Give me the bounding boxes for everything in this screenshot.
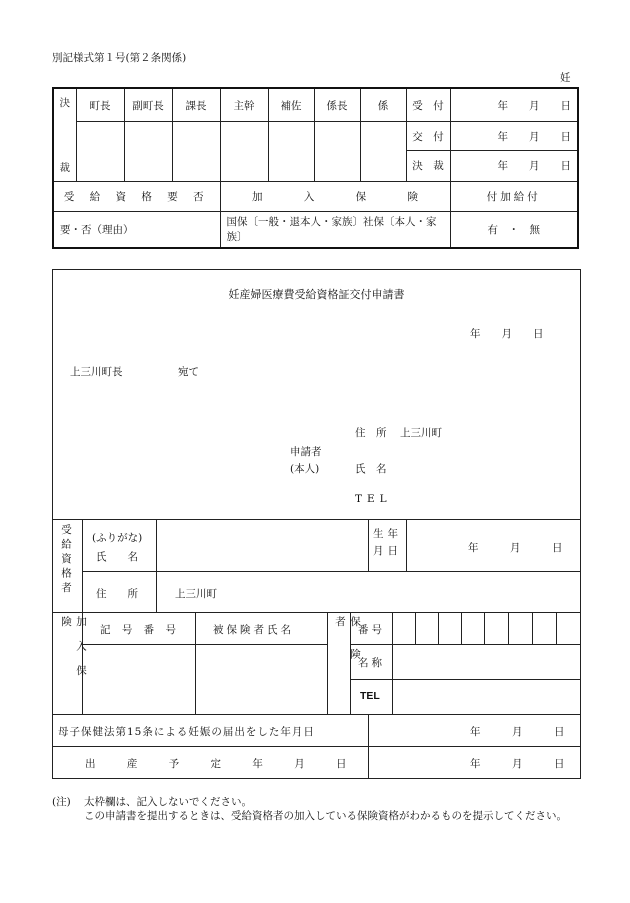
role-deputy-mayor: 副町長 <box>124 89 172 122</box>
insurance-types[interactable]: 国保〔一般・退本人・家族〕社保〔本人・家族〕 <box>220 211 450 247</box>
form-title: 妊産婦医療費受給資格証交付申請書 <box>228 288 405 301</box>
recipient-address-label: 住 所 <box>96 588 138 600</box>
insurer-number-label: 番号 <box>358 624 385 636</box>
due-date-value[interactable]: 年 月 日 <box>470 758 565 770</box>
rule <box>52 612 581 613</box>
issued-label: 交 付 <box>406 122 450 151</box>
rule <box>52 746 581 747</box>
seal-staff[interactable] <box>360 122 406 181</box>
additional-benefit-choice[interactable]: 有 ・ 無 <box>450 211 577 247</box>
received-label: 受 付 <box>406 89 450 122</box>
approval-label-bottom: 裁 <box>59 161 70 174</box>
rule <box>556 612 557 644</box>
application-date[interactable]: 年 月 日 <box>470 328 544 340</box>
role-sub-chief: 係長 <box>314 89 360 122</box>
applicant-address-label: 住 所 <box>355 427 387 439</box>
rule <box>406 519 407 571</box>
role-section-chief: 課長 <box>172 89 220 122</box>
additional-benefit-label: 付加給付 <box>450 181 577 211</box>
recipient-name-label: 氏 名 <box>96 551 138 563</box>
rule <box>350 644 581 645</box>
recipient-name-input[interactable] <box>157 520 367 570</box>
applicant-self: (本人) <box>290 463 320 475</box>
symbol-number-label: 記 号 番 号 <box>100 624 181 636</box>
insurer-name-label: 名称 <box>358 657 385 669</box>
insured-name-label: 被保険者氏名 <box>213 624 294 636</box>
rule <box>392 612 393 714</box>
approval-block <box>52 87 579 249</box>
pregnancy-notice-label: 母子保健法第15条による妊娠の届出をした年月日 <box>58 726 315 738</box>
seal-section-chief[interactable] <box>172 122 220 181</box>
role-assistant: 補佐 <box>268 89 314 122</box>
rule <box>327 612 328 714</box>
insurer-tel-label: TEL <box>360 690 380 702</box>
applicant-label: 申請者 <box>290 446 322 458</box>
rule <box>532 612 533 644</box>
applicant-name-label: 氏 名 <box>355 463 387 475</box>
received-date: 年 月 日 <box>450 89 577 122</box>
rule <box>461 612 462 644</box>
role-staff: 係 <box>360 89 406 122</box>
note-line-1: 太枠欄は、記入しないでください。 <box>84 796 252 808</box>
applicant-tel-label: TEL <box>355 493 392 505</box>
rule <box>415 612 416 644</box>
decided-label: 決 裁 <box>406 151 450 181</box>
role-chief-officer: 主幹 <box>220 89 268 122</box>
rule <box>484 612 485 644</box>
approval-label-cell <box>54 89 76 181</box>
seal-assistant[interactable] <box>268 122 314 181</box>
applicant-address-value[interactable]: 上三川町 <box>400 427 442 439</box>
eligibility-reason[interactable]: 要・否（理由） <box>54 211 220 247</box>
recipient-address-value[interactable]: 上三川町 <box>175 588 217 600</box>
rule <box>195 612 196 714</box>
due-date-label: 出 産 予 定 年 月 日 <box>85 758 347 770</box>
rule <box>508 612 509 644</box>
form-number: 別記様式第１号(第２条関係) <box>52 52 187 64</box>
birth-date-label: 生年月日 <box>373 528 402 557</box>
note-line-2: この申請書を提出するときは、受給資格者の加入している保険資格がわかるものを提示してください。 <box>84 810 567 822</box>
decided-date: 年 月 日 <box>450 151 577 181</box>
rule <box>52 714 581 715</box>
seal-town-mayor[interactable] <box>76 122 124 181</box>
insurance-section-label: 加入保険 <box>60 616 87 690</box>
corner-mark: 妊 <box>560 72 571 84</box>
rule <box>368 519 369 571</box>
recipient-section-label: 受給資格者 <box>60 524 72 597</box>
pregnancy-notice-date[interactable]: 年 月 日 <box>470 726 565 738</box>
addressee: 上三川町長 <box>70 366 123 378</box>
rule <box>438 612 439 644</box>
approval-label-top: 決 <box>59 97 70 109</box>
eligibility-label: 受 給 資 格 要 否 <box>54 181 220 211</box>
birth-date-value[interactable]: 年 月 日 <box>468 542 563 554</box>
addressee-suffix: 宛て <box>178 366 199 378</box>
seal-chief-officer[interactable] <box>220 122 268 181</box>
rule <box>82 644 327 645</box>
seal-deputy-mayor[interactable] <box>124 122 172 181</box>
issued-date: 年 月 日 <box>450 122 577 151</box>
note-prefix: (注) <box>52 796 71 808</box>
insurer-label: 保険者 <box>334 616 361 681</box>
role-town-mayor: 町長 <box>76 89 124 122</box>
insurance-label: 加 入 保 険 <box>220 181 450 211</box>
seal-sub-chief[interactable] <box>314 122 360 181</box>
rule <box>350 679 581 680</box>
furigana-label: (ふりがな) <box>92 532 143 544</box>
rule <box>368 714 369 778</box>
